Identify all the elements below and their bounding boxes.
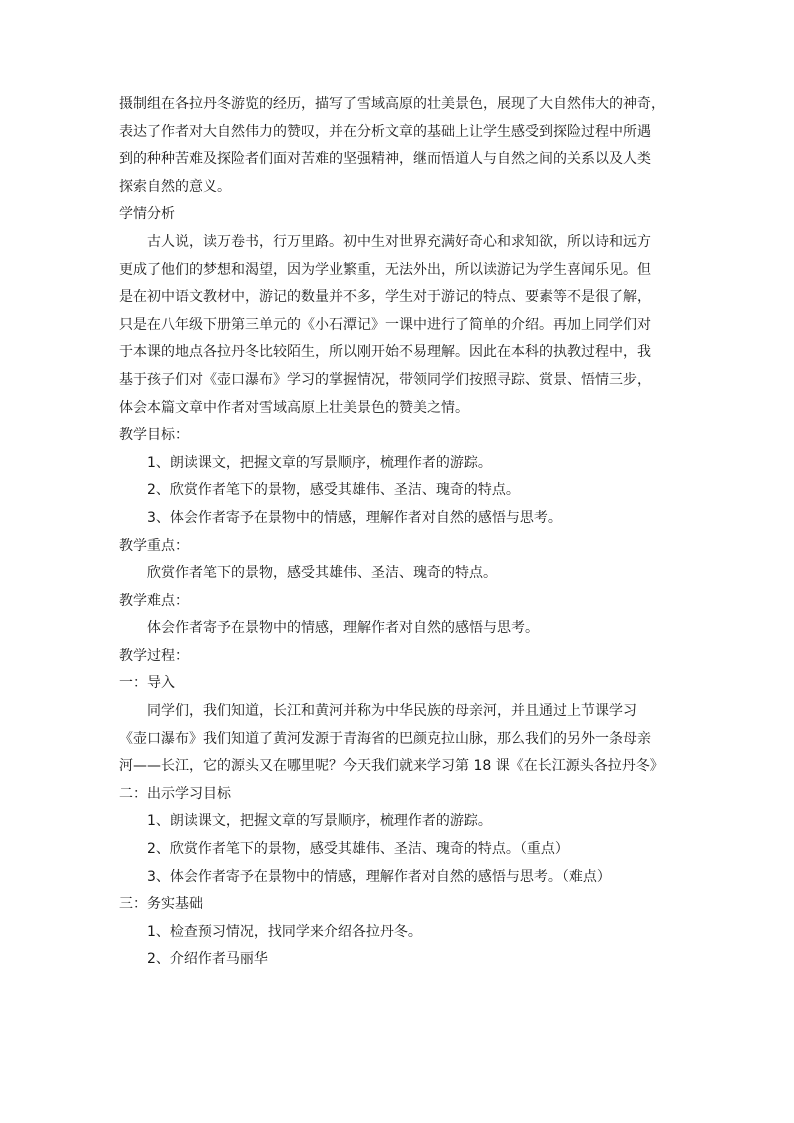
learning-analysis-line: 基于孩子们对《壶口瀑布》学习的掌握情况，带领同学们按照寻踪、赏景、悟情三步， [119, 371, 651, 388]
process-section-item: 1、朗读课文，把握文章的写景顺序，梳理作者的游踪。 [147, 813, 492, 830]
process-section-line: 同学们，我们知道，长江和黄河并称为中华民族的母亲河，并且通过上节课学习 [147, 703, 637, 720]
document-body [119, 91, 699, 974]
section-heading-learning-analysis: 学情分析 [119, 206, 175, 223]
learning-analysis-line: 体会本篇文章中作者对雪域高原上壮美景色的赞美之情。 [119, 399, 469, 416]
process-section-item: 2、介绍作者马丽华 [147, 951, 268, 968]
process-section-heading: 二：出示学习目标 [119, 785, 231, 802]
intro-line: 探索自然的意义。 [119, 178, 231, 195]
process-section-item: 2、欣赏作者笔下的景物，感受其雄伟、圣洁、瑰奇的特点。（重点） [147, 841, 569, 858]
objective-item: 3、体会作者寄予在景物中的情感，理解作者对自然的感悟与思考。 [147, 509, 562, 526]
process-section-item: 1、检查预习情况，找同学来介绍各拉丹冬。 [147, 923, 422, 940]
learning-analysis-line: 是在初中语文教材中，游记的数量并不多，学生对于游记的特点、要素等不是很了解， [119, 289, 651, 306]
learning-analysis-line: 只是在八年级下册第三单元的《小石潭记》一课中进行了简单的介绍。再加上同学们对 [119, 316, 651, 333]
intro-line: 到的种种苦难及探险者们面对苦难的坚强精神，继而悟道人与自然之间的关系以及人类 [119, 151, 651, 168]
learning-analysis-line: 于本课的地点各拉丹冬比较陌生，所以刚开始不易理解。因此在本科的执教过程中，我 [119, 344, 651, 361]
learning-analysis-line: 更成了他们的梦想和渴望，因为学业繁重，无法外出，所以读游记为学生喜闻乐见。但 [119, 261, 651, 278]
difficulties-text: 体会作者寄予在景物中的情感，理解作者对自然的感悟与思考。 [147, 620, 539, 637]
intro-line: 表达了作者对大自然伟力的赞叹，并在分析文章的基础上让学生感受到探险过程中所遇 [119, 123, 651, 140]
process-section-line: 《壶口瀑布》我们知道了黄河发源于青海省的巴颜克拉山脉，那么我们的另外一条母亲 [119, 730, 651, 747]
section-heading-key-points: 教学重点： [119, 537, 189, 554]
key-points-text: 欣赏作者笔下的景物，感受其雄伟、圣洁、瑰奇的特点。 [147, 565, 497, 582]
section-heading-process: 教学过程： [119, 647, 189, 664]
objective-item: 1、朗读课文，把握文章的写景顺序，梳理作者的游踪。 [147, 454, 492, 471]
process-section-item: 3、体会作者寄予在景物中的情感，理解作者对自然的感悟与思考。（难点） [147, 868, 611, 885]
process-section-heading: 一：导入 [119, 675, 175, 692]
section-heading-objectives: 教学目标： [119, 427, 189, 444]
intro-line: 摄制组在各拉丹冬游览的经历，描写了雪域高原的壮美景色，展现了大自然伟大的神奇， [119, 96, 665, 112]
learning-analysis-line: 古人说，读万卷书，行万里路。初中生对世界充满好奇心和求知欲，所以诗和远方 [147, 233, 651, 250]
process-section-line: 河——长江，它的源头又在哪里呢？今天我们就来学习第 18 课《在长江源头各拉丹冬》 [119, 758, 664, 775]
process-section-heading: 三：务实基础 [119, 896, 203, 913]
objective-item: 2、欣赏作者笔下的景物，感受其雄伟、圣洁、瑰奇的特点。 [147, 482, 520, 499]
section-heading-difficulties: 教学难点： [119, 592, 189, 609]
